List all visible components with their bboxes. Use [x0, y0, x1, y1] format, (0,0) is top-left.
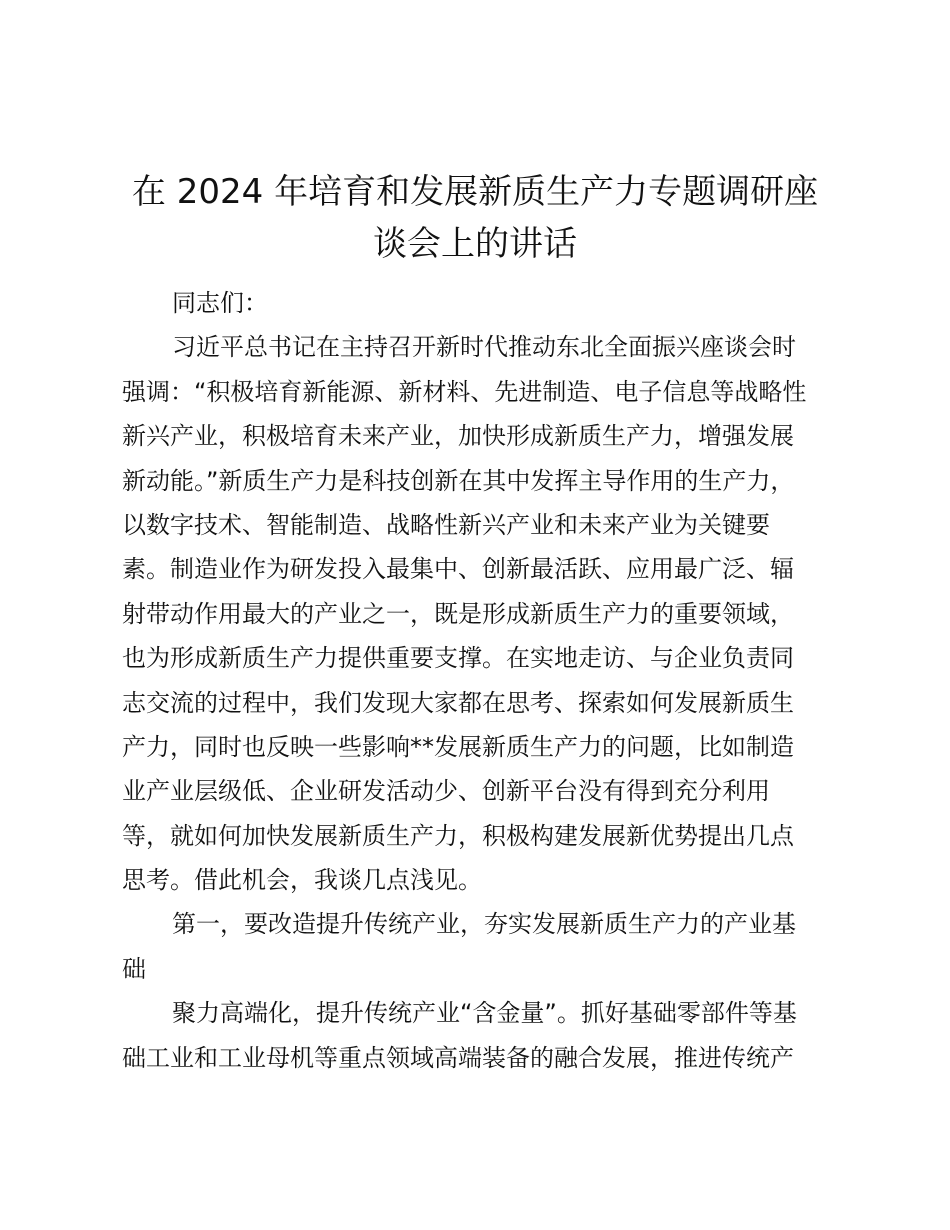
body-line: 以数字技术、智能制造、战略性新兴产业和未来产业为关键要	[122, 510, 770, 539]
section-heading-line: 第一，要改造提升传统产业，夯实发展新质生产力的产业基	[172, 910, 796, 939]
title-line-1: 在 2024 年培育和发展新质生产力专题调研座	[131, 172, 819, 212]
body-line: 新动能。”新质生产力是科技创新在其中发挥主导作用的生产力，	[122, 466, 795, 495]
document-body	[122, 281, 837, 1080]
salutation-line: 同志们：	[172, 289, 268, 317]
body-line: 思考。借此机会，我谈几点浅见。	[122, 866, 482, 895]
body-line: 也为形成新质生产力提供重要支撑。在实地走访、与企业负责同	[122, 644, 794, 673]
section-heading-line: 础	[122, 954, 146, 983]
document-title	[120, 166, 830, 270]
body-line: 业产业层级低、企业研发活动少、创新平台没有得到充分利用	[122, 777, 770, 806]
body-line: 产力，同时也反映一些影响**发展新质生产力的问题，比如制造	[122, 732, 794, 761]
body-line: 强调：“积极培育新能源、新材料、先进制造、电子信息等战略性	[122, 377, 807, 406]
body-line: 志交流的过程中，我们发现大家都在思考、探索如何发展新质生	[122, 688, 794, 717]
body-line: 础工业和工业母机等重点领域高端装备的融合发展，推进传统产	[122, 1043, 794, 1072]
title-line-2: 谈会上的讲话	[373, 224, 577, 264]
body-line: 射带动作用最大的产业之一，既是形成新质生产力的重要领域，	[122, 599, 794, 628]
body-line: 聚力高端化，提升传统产业“含金量”。抓好基础零部件等基	[172, 999, 797, 1028]
body-line: 新兴产业，积极培育未来产业，加快形成新质生产力，增强发展	[122, 422, 794, 451]
body-line: 习近平总书记在主持召开新时代推动东北全面振兴座谈会时	[172, 333, 796, 362]
body-line: 等，就如何加快发展新质生产力，积极构建发展新优势提出几点	[122, 821, 794, 850]
body-line: 素。制造业作为研发投入最集中、创新最活跃、应用最广泛、辐	[122, 555, 794, 584]
